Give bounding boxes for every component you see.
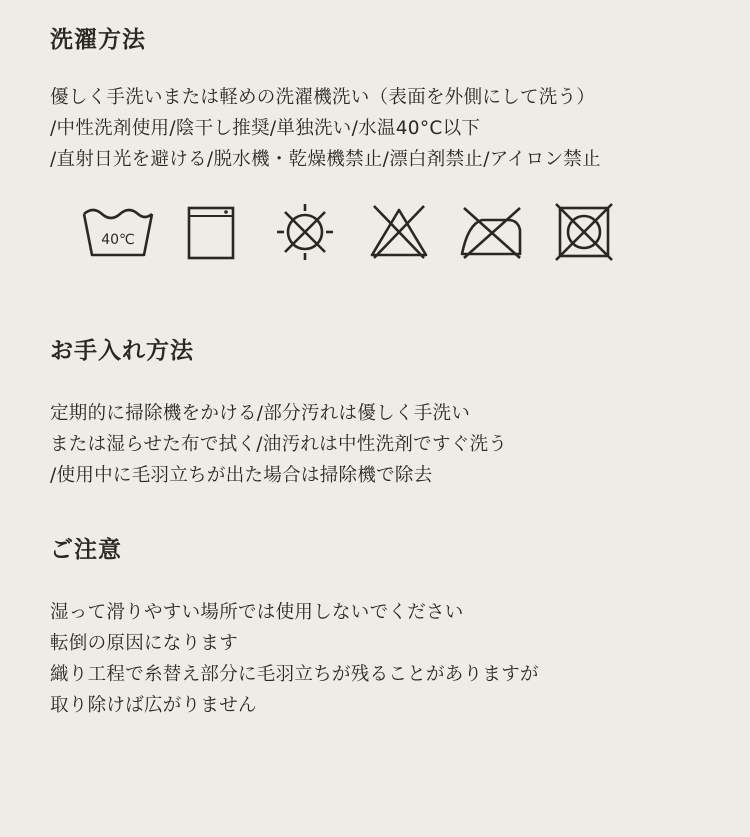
care-section bbox=[50, 336, 710, 491]
washing-line: /直射日光を避ける/脱水機・乾燥機禁止/漂白剤禁止/アイロン禁止 bbox=[50, 149, 601, 170]
care-line: /使用中に毛羽立ちが出た場合は掃除機で除去 bbox=[50, 465, 433, 486]
no-bleach-icon bbox=[368, 198, 430, 268]
care-line: または湿らせた布で拭く/油汚れは中性洗剤ですぐ洗う bbox=[50, 434, 508, 455]
line-dry-icon bbox=[186, 198, 238, 268]
washing-section bbox=[50, 25, 710, 175]
notes-line: 織り工程で糸替え部分に毛羽立ちが残ることがありますが bbox=[50, 664, 539, 685]
notes-text bbox=[50, 597, 710, 721]
notes-heading: ご注意 bbox=[50, 537, 122, 563]
washing-heading: 洗濯方法 bbox=[50, 27, 146, 53]
notes-section bbox=[50, 535, 710, 721]
no-sun-dry-icon bbox=[272, 198, 338, 268]
care-line: 定期的に掃除機をかける/部分汚れは優しく手洗い bbox=[50, 403, 471, 424]
care-heading: お手入れ方法 bbox=[50, 338, 194, 364]
wash-temperature-label: 40℃ bbox=[101, 232, 135, 248]
washing-line: /中性洗剤使用/陰干し推奨/単独洗い/水温40°C以下 bbox=[50, 118, 481, 139]
no-iron-icon bbox=[456, 198, 526, 268]
notes-line: 取り除けば広がりません bbox=[50, 695, 257, 716]
washing-line: 優しく手洗いまたは軽めの洗濯機洗い（表面を外側にして洗う） bbox=[50, 87, 596, 108]
no-tumble-dry-icon bbox=[554, 198, 614, 268]
wash-40-icon bbox=[80, 198, 156, 268]
notes-line: 転倒の原因になります bbox=[50, 633, 239, 654]
washing-text bbox=[50, 82, 710, 175]
care-text bbox=[50, 398, 710, 491]
care-symbols bbox=[50, 198, 690, 268]
notes-line: 湿って滑りやすい場所では使用しないでください bbox=[50, 602, 464, 623]
